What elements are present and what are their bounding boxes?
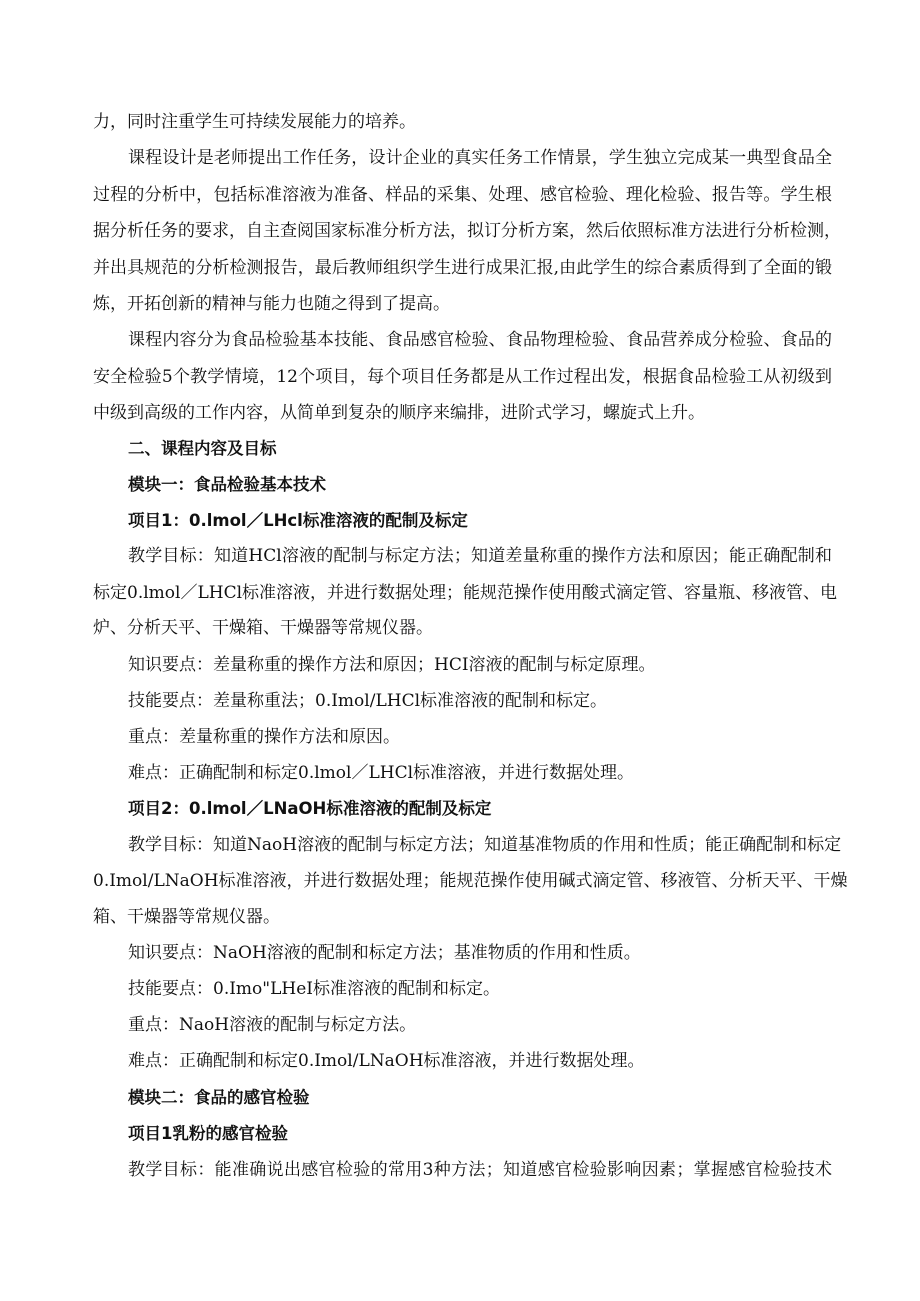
paragraph-line: 炼，开拓创新的精神与能力也随之得到了提高。: [93, 294, 450, 314]
goal-line: 炉、分析天平、干燥箱、干燥器等常规仪器。: [93, 618, 433, 638]
item-heading: 项目1：0.lmol／LHcl标准溶液的配制及标定: [128, 511, 468, 530]
paragraph-line: 课程设计是老师提出工作任务，设计企业的真实任务工作情景，学生独立完成某一典型食品全: [128, 148, 832, 168]
paragraph-line: 力，同时注重学生可持续发展能力的培养。: [93, 112, 416, 132]
key-point: 重点：NaoH溶液的配制与标定方法。: [128, 1015, 417, 1035]
goal-line: 箱、干燥器等常规仪器。: [93, 907, 280, 927]
difficulty-point: 难点：正确配制和标定0.Imol/LNaOH标准溶液，并进行数据处理。: [128, 1051, 645, 1071]
paragraph-line: 课程内容分为食品检验基本技能、食品感官检验、食品物理检验、食品营养成分检验、食品的: [128, 330, 832, 350]
skill-points: 技能要点：0.Imo"LHeI标准溶液的配制和标定。: [128, 979, 500, 999]
goal-line: 教学目标：能准确说出感官检验的常用3种方法；知道感官检验影响因素；掌握感官检验技术: [128, 1160, 832, 1180]
paragraph-line: 过程的分析中，包括标准溶液为准备、样品的采集、处理、感官检验、理化检验、报告等。学生根: [93, 185, 832, 205]
knowledge-points: 知识要点：差量称重的操作方法和原因；HCI溶液的配制与标定原理。: [128, 655, 656, 675]
module-heading: 模块二：食品的感官检验: [128, 1088, 310, 1107]
goal-line: 教学目标：知道NaoH溶液的配制与标定方法；知道基准物质的作用和性质；能正确配制和标定: [128, 835, 842, 855]
knowledge-points: 知识要点：NaOH溶液的配制和标定方法；基准物质的作用和性质。: [128, 943, 641, 963]
section-heading: 二、课程内容及目标: [128, 439, 277, 458]
paragraph-line: 据分析任务的要求，自主查阅国家标准分析方法，拟订分析方案，然后依照标准方法进行分析检测，: [93, 221, 841, 241]
skill-points: 技能要点：差量称重法；0.Imol/LHCl标准溶液的配制和标定。: [128, 691, 608, 711]
module-heading: 模块一：食品检验基本技术: [128, 475, 326, 494]
item-heading: 项目1乳粉的感官检验: [128, 1124, 288, 1143]
goal-line: 0.Imol/LNaOH标准溶液，并进行数据处理；能规范操作使用碱式滴定管、移液管、分析天平、干燥: [93, 871, 848, 891]
paragraph-line: 安全检验5个教学情境，12个项目，每个项目任务都是从工作过程出发，根据食品检验工从初级到: [93, 367, 832, 387]
difficulty-point: 难点：正确配制和标定0.lmol／LHCl标准溶液，并进行数据处理。: [128, 763, 635, 783]
paragraph-line: 中级到高级的工作内容，从简单到复杂的顺序来编排，进阶式学习，螺旋式上升。: [93, 403, 705, 423]
item-heading: 项目2：0.lmol／LNaOH标准溶液的配制及标定: [128, 799, 492, 818]
paragraph-line: 并出具规范的分析检测报告，最后教师组织学生进行成果汇报,由此学生的综合素质得到了全面的锻: [93, 258, 832, 278]
key-point: 重点：差量称重的操作方法和原因。: [128, 727, 400, 747]
goal-line: 教学目标：知道HCl溶液的配制与标定方法；知道差量称重的操作方法和原因；能正确配制和: [128, 546, 832, 566]
goal-line: 标定0.lmol／LHCl标准溶液，并进行数据处理；能规范操作使用酸式滴定管、容量瓶、移液管、电: [93, 583, 838, 603]
